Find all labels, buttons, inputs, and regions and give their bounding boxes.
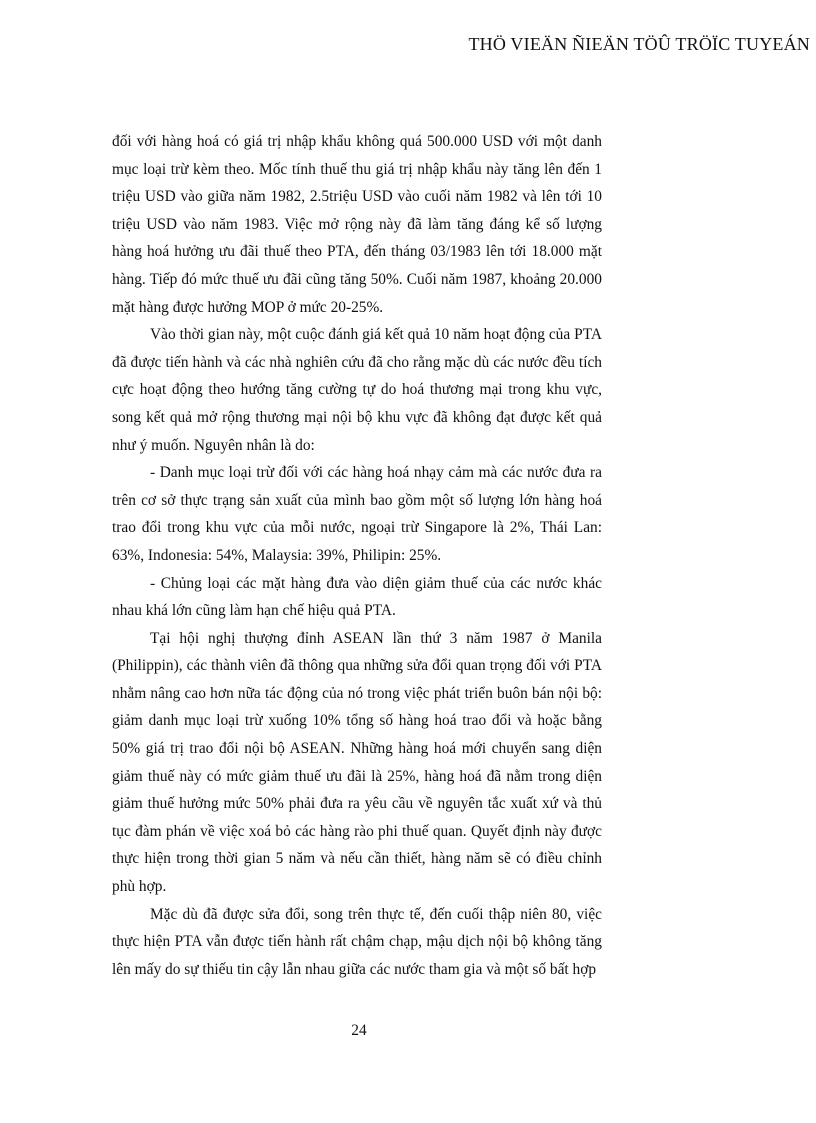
paragraph-1: đối với hàng hoá có giá trị nhập khẩu không quá 500.000 USD với một danh mục loại trừ kèm theo. Mốc tính thuế thu giá trị nhập khẩu này tăng lên đến 1 triệu USD vào giữa năm 1982, 2.5triệu USD vào cuối năm 1982 và lên tới 10 triệu USD vào năm 1983. Việc mở rộng này đã làm tăng đáng kể số lượng hàng hoá hưởng ưu đãi thuế theo PTA, đến tháng 03/1983 lên tới 18.000 mặt hàng. Tiếp đó mức thuế ưu đãi cũng tăng 50%. Cuối năm 1987, khoảng 20.000 mặt hàng được hưởng MOP ở mức 20-25%. <box>112 133 602 316</box>
paragraph-6: Mặc dù đã được sửa đổi, song trên thực tế, đến cuối thập niên 80, việc thực hiện PTA vẫn được tiến hành rất chậm chạp, mậu dịch nội bộ không tăng lên mấy do sự thiếu tin cậy lẫn nhau giữa các nước tham gia và một số bất hợp <box>112 905 602 978</box>
page-header: THÖ VIEÄN ÑIEÄN TÖÛ TRÖÏC TUYEÁN <box>468 34 810 54</box>
paragraph-3: - Danh mục loại trừ đối với các hàng hoá nhạy cảm mà các nước đưa ra trên cơ sở thực trạng sản xuất của mình bao gồm một số lượng lớn hàng hoá trao đổi trong khu vực của mỗi nước, ngoại trừ Singapore là 2%, Thái Lan: 63%, Indonesia: 54%, Malaysia: 39%, Philipin: 25%. <box>112 464 602 564</box>
page-number-text: 24 <box>351 1022 367 1039</box>
paragraph-2: Vào thời gian này, một cuộc đánh giá kết quả 10 năm hoạt động của PTA đã được tiến hành và các nhà nghiên cứu đã cho rằng mặc dù các nước đều tích cực hoạt động theo hướng tăng cường tự do hoá thương mại trong khu vực, song kết quả mở rộng thương mại nội bộ khu vực đã không đạt được kết quả như ý muốn. Nguyên nhân là do: <box>112 326 602 454</box>
paragraph-4: - Chủng loại các mặt hàng đưa vào diện giảm thuế của các nước khác nhau khá lớn cũng làm hạn chế hiệu quả PTA. <box>112 574 602 620</box>
document-body <box>112 128 602 983</box>
page-number <box>0 1022 816 1040</box>
paragraph-5: Tại hội nghị thượng đỉnh ASEAN lần thứ 3 năm 1987 ở Manila (Philippin), các thành viên đã thông qua những sửa đổi quan trọng đối với PTA nhằm nâng cao hơn nữa tác động của nó trong việc phát triển buôn bán nội bộ: giảm danh mục loại trừ xuống 10% tổng số hàng hoá trao đổi và hoặc bằng 50% giá trị trao đổi nội bộ ASEAN. Những hàng hoá mới chuyển sang diện giảm thuế này có mức giảm thuế ưu đãi là 25%, hàng hoá đã nằm trong diện giảm thuế hưởng mức 50% phải đưa ra yêu cầu về nguyên tắc xuất xứ và thủ tục đàm phán về việc xoá bỏ các hàng rào phi thuế quan. Quyết định này được thực hiện trong thời gian 5 năm và nếu cần thiết, hàng năm sẽ có điều chỉnh phù hợp. <box>112 629 602 896</box>
